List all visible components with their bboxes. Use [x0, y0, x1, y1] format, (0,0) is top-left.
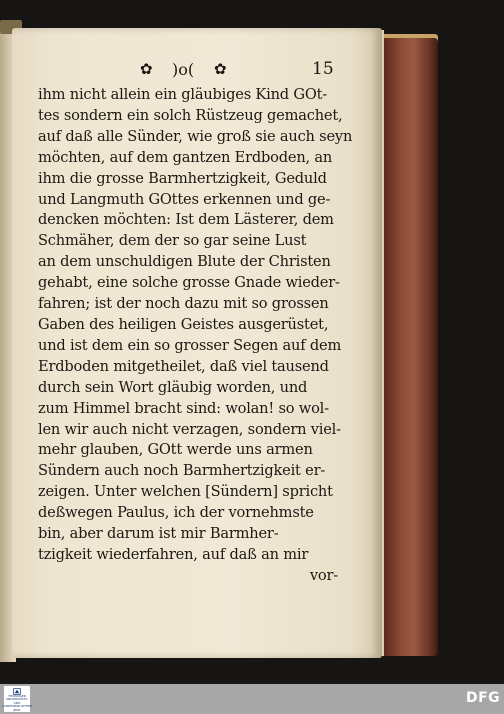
text-line: tes sondern ein solch Rüstzeug gemachet, [38, 106, 343, 124]
ornament-left-icon: ✿ [140, 60, 153, 78]
viewer-footer-bar [0, 684, 504, 714]
text-line: deßwegen Paulus, ich der vornehmste [38, 504, 314, 522]
text-line: bin, aber darum ist mir Barmher- [38, 525, 279, 543]
text-line: Sündern auch noch Barmhertzigkeit er- [38, 462, 326, 480]
text-line: ihm nicht allein ein gläubiges Kind GOt- [38, 86, 327, 103]
text-line: dencken möchten: Ist dem Lästerer, dem [38, 211, 334, 229]
library-logo-text: THÜRINGER UNIVERSITÄTS- UND LANDESBIBLIOTHEK JENA [2, 693, 33, 712]
text-line: Erdboden mitgetheilet, daß viel tausend [38, 357, 329, 375]
catchword: vor- [309, 566, 338, 584]
ornament-right-icon: ✿ [214, 60, 227, 78]
text-line: Gaben des heiligen Geistes ausgerüstet, [38, 315, 329, 333]
page-number: 15 [312, 59, 334, 79]
dfg-logo[interactable]: DFG [466, 690, 501, 706]
text-line: Schmäher, dem der so gar seine Lust [38, 232, 307, 250]
page-body-text [38, 85, 353, 587]
text-line: und Langmuth GOttes erkennen und ge- [38, 190, 331, 208]
library-logo[interactable] [2, 686, 33, 712]
text-line: auf daß alle Sünder, wie groß sie auch seyn [38, 127, 353, 145]
text-line: durch sein Wort gläubig worden, und [38, 378, 308, 396]
ornament-center: )o( [172, 60, 195, 79]
text-line: len wir auch nicht verzagen, sondern viel- [38, 420, 341, 438]
text-line: zeigen. Unter welchen [Sündern] spricht [38, 483, 333, 501]
text-line: möchten, auf dem gantzen Erdboden, an [38, 148, 333, 166]
text-line: und ist dem ein so grosser Segen auf dem [38, 336, 342, 354]
text-line: ihm die grosse Barmhertzigkeit, Geduld [38, 169, 327, 187]
text-line: mehr glauben, GOtt werde uns armen [38, 441, 313, 459]
text-line: tzigkeit wiederfahren, auf daß an mir [38, 545, 309, 563]
book-spine [384, 38, 438, 656]
text-line: gehabt, eine solche grosse Gnade wieder- [38, 274, 340, 292]
text-line: an dem unschuldigen Blute der Christen [38, 253, 331, 271]
text-line: fahren; ist der noch dazu mit so grossen [38, 295, 329, 313]
text-line: zum Himmel bracht sind: wolan! so wol- [38, 399, 329, 417]
